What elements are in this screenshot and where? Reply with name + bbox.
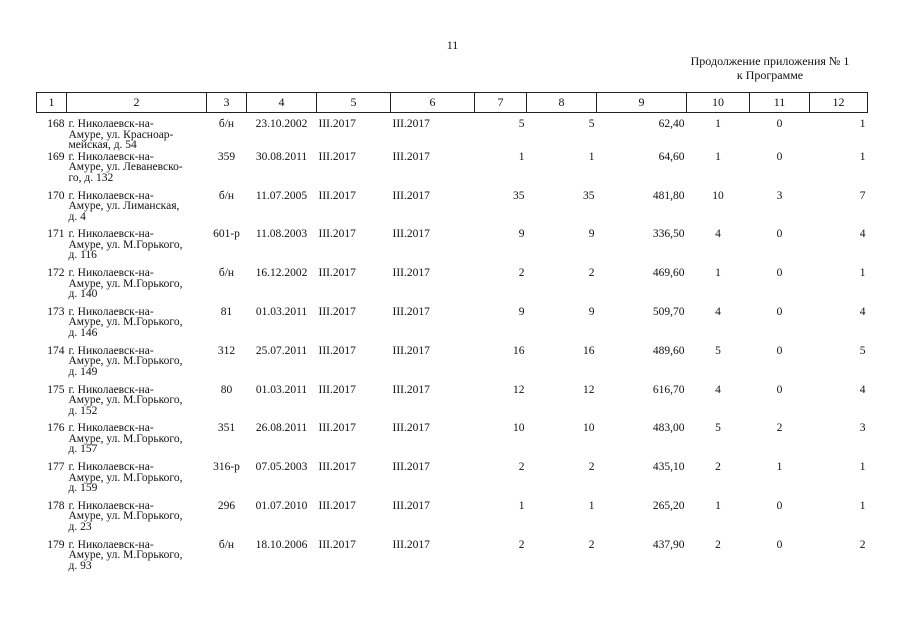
table-row bbox=[37, 113, 868, 152]
address-cell: г. Николаевск-на- Амуре, ул. М.Горького, д. 116 bbox=[68, 228, 183, 262]
column-10-cell: 2 bbox=[715, 461, 721, 474]
appendix-line-1: Продолжение приложения № 1 bbox=[690, 54, 850, 68]
column-8-cell: 16 bbox=[583, 344, 595, 357]
address-cell: г. Николаевск-на- Амуре, ул. М.Горького, д. 159 bbox=[68, 461, 183, 495]
address-cell: г. Николаевск-на- Амуре, ул. М.Горького, д. 140 bbox=[68, 267, 183, 301]
row-number: 172 bbox=[47, 267, 65, 280]
document-number-cell: 81 bbox=[220, 305, 233, 318]
column-10-cell: 1 bbox=[715, 499, 721, 512]
column-7-cell: 9 bbox=[518, 305, 525, 318]
column-11-cell: 2 bbox=[776, 422, 783, 435]
document-date-cell: 01.07.2010 bbox=[255, 499, 308, 512]
address-cell: г. Николаевск-на- Амуре, ул. М.Горького, д. 152 bbox=[68, 383, 183, 417]
column-8-cell: 10 bbox=[583, 422, 595, 435]
period-start-cell: III.2017 bbox=[318, 461, 356, 474]
row-number: 177 bbox=[47, 461, 65, 474]
table-row bbox=[37, 385, 868, 424]
area-cell: 336,50 bbox=[652, 228, 685, 241]
column-12-cell: 1 bbox=[859, 499, 866, 512]
column-8-cell: 35 bbox=[583, 189, 595, 202]
table-row bbox=[37, 501, 868, 540]
column-10-cell: 4 bbox=[715, 305, 721, 318]
period-start-cell: III.2017 bbox=[318, 422, 356, 435]
address-cell: г. Николаевск-на- Амуре, ул. М.Горького, д. 146 bbox=[68, 305, 183, 339]
column-7-cell: 2 bbox=[518, 538, 525, 551]
column-header: 11 bbox=[750, 93, 810, 113]
column-8-cell: 2 bbox=[588, 267, 595, 280]
column-11-cell: 0 bbox=[776, 305, 783, 318]
column-12-cell: 1 bbox=[859, 267, 866, 280]
table-row bbox=[37, 346, 868, 385]
period-end-cell: III.2017 bbox=[392, 538, 430, 551]
column-7-cell: 16 bbox=[513, 344, 525, 357]
document-number-cell: б/н bbox=[218, 267, 235, 280]
column-header: 4 bbox=[247, 93, 317, 113]
period-start-cell: III.2017 bbox=[318, 267, 356, 280]
column-11-cell: 0 bbox=[776, 538, 783, 551]
period-end-cell: III.2017 bbox=[392, 189, 430, 202]
document-date-cell: 11.07.2005 bbox=[255, 189, 308, 202]
period-start-cell: III.2017 bbox=[318, 499, 356, 512]
period-end-cell: III.2017 bbox=[392, 422, 430, 435]
address-cell: г. Николаевск-на- Амуре, ул. М.Горького, д. 23 bbox=[68, 499, 183, 533]
table-row bbox=[37, 423, 868, 462]
period-end-cell: III.2017 bbox=[392, 150, 430, 163]
table-row bbox=[37, 191, 868, 230]
document-date-cell: 25.07.2011 bbox=[255, 344, 308, 357]
period-start-cell: III.2017 bbox=[318, 118, 356, 130]
area-cell: 616,70 bbox=[652, 383, 685, 396]
period-start-cell: III.2017 bbox=[318, 150, 356, 163]
column-11-cell: 0 bbox=[776, 499, 783, 512]
row-number: 169 bbox=[47, 150, 65, 163]
document-number-cell: 312 bbox=[217, 344, 236, 357]
column-7-cell: 35 bbox=[513, 189, 525, 202]
document-number-cell: 359 bbox=[217, 150, 236, 163]
column-10-cell: 2 bbox=[715, 538, 721, 551]
period-end-cell: III.2017 bbox=[392, 344, 430, 357]
column-11-cell: 0 bbox=[776, 118, 783, 130]
table-row bbox=[37, 268, 868, 307]
column-8-cell: 5 bbox=[588, 118, 595, 130]
address-cell: г. Николаевск-на- Амуре, ул. Леваневско- го, д. 132 bbox=[68, 150, 183, 184]
area-cell: 437,90 bbox=[652, 538, 685, 551]
document-date-cell: 23.10.2002 bbox=[255, 118, 308, 130]
column-11-cell: 0 bbox=[776, 150, 783, 163]
column-7-cell: 12 bbox=[513, 383, 525, 396]
column-11-cell: 0 bbox=[776, 344, 783, 357]
document-date-cell: 30.08.2011 bbox=[255, 150, 308, 163]
column-11-cell: 0 bbox=[776, 267, 783, 280]
column-8-cell: 9 bbox=[588, 228, 595, 241]
area-cell: 64,60 bbox=[658, 150, 685, 163]
column-10-cell: 5 bbox=[715, 344, 721, 357]
area-cell: 483,00 bbox=[652, 422, 685, 435]
document-number-cell: 316-р bbox=[213, 461, 240, 474]
appendix-caption bbox=[660, 54, 880, 82]
header-row bbox=[37, 93, 868, 113]
column-11-cell: 0 bbox=[776, 228, 783, 241]
column-7-cell: 10 bbox=[513, 422, 525, 435]
column-10-cell: 1 bbox=[715, 267, 721, 280]
row-number: 170 bbox=[47, 189, 65, 202]
column-7-cell: 1 bbox=[518, 150, 525, 163]
column-7-cell: 2 bbox=[518, 267, 525, 280]
area-cell: 489,60 bbox=[652, 344, 685, 357]
column-header: 10 bbox=[687, 93, 750, 113]
column-header: 5 bbox=[317, 93, 391, 113]
address-cell: г. Николаевск-на- Амуре, ул. М.Горького, д. 149 bbox=[68, 344, 183, 378]
document-date-cell: 16.12.2002 bbox=[255, 267, 308, 280]
document-number-cell: 601-р bbox=[213, 228, 240, 241]
document-date-cell: 11.08.2003 bbox=[255, 228, 308, 241]
document-number-cell: б/н bbox=[218, 118, 235, 130]
column-header: 8 bbox=[527, 93, 597, 113]
period-end-cell: III.2017 bbox=[392, 118, 430, 130]
column-header: 6 bbox=[391, 93, 475, 113]
period-start-cell: III.2017 bbox=[318, 228, 356, 241]
column-12-cell: 1 bbox=[859, 118, 866, 130]
column-12-cell: 5 bbox=[859, 344, 866, 357]
column-11-cell: 1 bbox=[776, 461, 783, 474]
period-end-cell: III.2017 bbox=[392, 383, 430, 396]
period-end-cell: III.2017 bbox=[392, 267, 430, 280]
column-12-cell: 3 bbox=[859, 422, 866, 435]
table-body bbox=[37, 113, 868, 579]
row-number: 179 bbox=[47, 538, 65, 551]
period-start-cell: III.2017 bbox=[318, 383, 356, 396]
period-start-cell: III.2017 bbox=[318, 189, 356, 202]
column-7-cell: 2 bbox=[518, 461, 525, 474]
row-number: 175 bbox=[47, 383, 65, 396]
appendix-line-2: к Программе bbox=[736, 68, 804, 82]
column-10-cell: 5 bbox=[715, 422, 721, 435]
column-8-cell: 1 bbox=[588, 150, 595, 163]
column-10-cell: 1 bbox=[715, 118, 721, 130]
row-number: 171 bbox=[47, 228, 65, 241]
area-cell: 265,20 bbox=[652, 499, 685, 512]
row-number: 174 bbox=[47, 344, 65, 357]
column-header: 1 bbox=[37, 93, 67, 113]
column-12-cell: 7 bbox=[859, 189, 866, 202]
column-8-cell: 2 bbox=[588, 538, 595, 551]
document-number-cell: 296 bbox=[217, 499, 236, 512]
address-cell: г. Николаевск-на- Амуре, ул. М.Горького, д. 93 bbox=[68, 538, 183, 572]
area-cell: 469,60 bbox=[652, 267, 685, 280]
column-10-cell: 4 bbox=[715, 383, 721, 396]
column-11-cell: 3 bbox=[776, 189, 783, 202]
table-row bbox=[37, 540, 868, 579]
document-date-cell: 26.08.2011 bbox=[255, 422, 308, 435]
area-cell: 435,10 bbox=[652, 461, 685, 474]
column-header: 12 bbox=[810, 93, 868, 113]
address-cell: г. Николаевск-на- Амуре, ул. Красноар- мейская, д. 54 bbox=[68, 118, 174, 151]
period-end-cell: III.2017 bbox=[392, 461, 430, 474]
table-row bbox=[37, 229, 868, 268]
row-number: 178 bbox=[47, 499, 65, 512]
page-number: 11 bbox=[446, 38, 459, 52]
address-cell: г. Николаевск-на- Амуре, ул. М.Горького, д. 157 bbox=[68, 422, 183, 456]
row-number: 173 bbox=[47, 305, 65, 318]
column-10-cell: 1 bbox=[715, 150, 721, 163]
column-12-cell: 4 bbox=[859, 228, 866, 241]
period-start-cell: III.2017 bbox=[318, 344, 356, 357]
column-8-cell: 1 bbox=[588, 499, 595, 512]
column-8-cell: 9 bbox=[588, 305, 595, 318]
document-date-cell: 18.10.2006 bbox=[255, 538, 308, 551]
row-number: 168 bbox=[47, 118, 65, 130]
column-7-cell: 5 bbox=[518, 118, 525, 130]
column-header: 9 bbox=[597, 93, 687, 113]
document-number-cell: 80 bbox=[220, 383, 233, 396]
period-end-cell: III.2017 bbox=[392, 499, 430, 512]
table-row bbox=[37, 307, 868, 346]
column-8-cell: 12 bbox=[583, 383, 595, 396]
document-date-cell: 07.05.2003 bbox=[255, 461, 308, 474]
column-7-cell: 1 bbox=[518, 499, 525, 512]
table-row bbox=[37, 462, 868, 501]
column-12-cell: 1 bbox=[859, 461, 866, 474]
column-10-cell: 4 bbox=[715, 228, 721, 241]
address-cell: г. Николаевск-на- Амуре, ул. Лиманская, д. 4 bbox=[68, 189, 180, 223]
period-end-cell: III.2017 bbox=[392, 305, 430, 318]
area-cell: 481,80 bbox=[652, 189, 685, 202]
column-12-cell: 1 bbox=[859, 150, 866, 163]
document-number-cell: б/н bbox=[218, 538, 235, 551]
table-row bbox=[37, 152, 868, 191]
row-number: 176 bbox=[47, 422, 65, 435]
housing-register-table bbox=[36, 92, 868, 579]
column-12-cell: 4 bbox=[859, 383, 866, 396]
period-start-cell: III.2017 bbox=[318, 305, 356, 318]
area-cell: 62,40 bbox=[658, 118, 685, 130]
document-date-cell: 01.03.2011 bbox=[255, 305, 308, 318]
document-date-cell: 01.03.2011 bbox=[255, 383, 308, 396]
document-number-cell: б/н bbox=[218, 189, 235, 202]
column-header: 2 bbox=[67, 93, 207, 113]
column-header: 7 bbox=[475, 93, 527, 113]
period-end-cell: III.2017 bbox=[392, 228, 430, 241]
column-12-cell: 2 bbox=[859, 538, 866, 551]
column-7-cell: 9 bbox=[518, 228, 525, 241]
column-10-cell: 10 bbox=[712, 189, 724, 202]
period-start-cell: III.2017 bbox=[318, 538, 356, 551]
column-12-cell: 4 bbox=[859, 305, 866, 318]
document-number-cell: 351 bbox=[217, 422, 236, 435]
column-11-cell: 0 bbox=[776, 383, 783, 396]
area-cell: 509,70 bbox=[652, 305, 685, 318]
column-header: 3 bbox=[207, 93, 247, 113]
column-8-cell: 2 bbox=[588, 461, 595, 474]
